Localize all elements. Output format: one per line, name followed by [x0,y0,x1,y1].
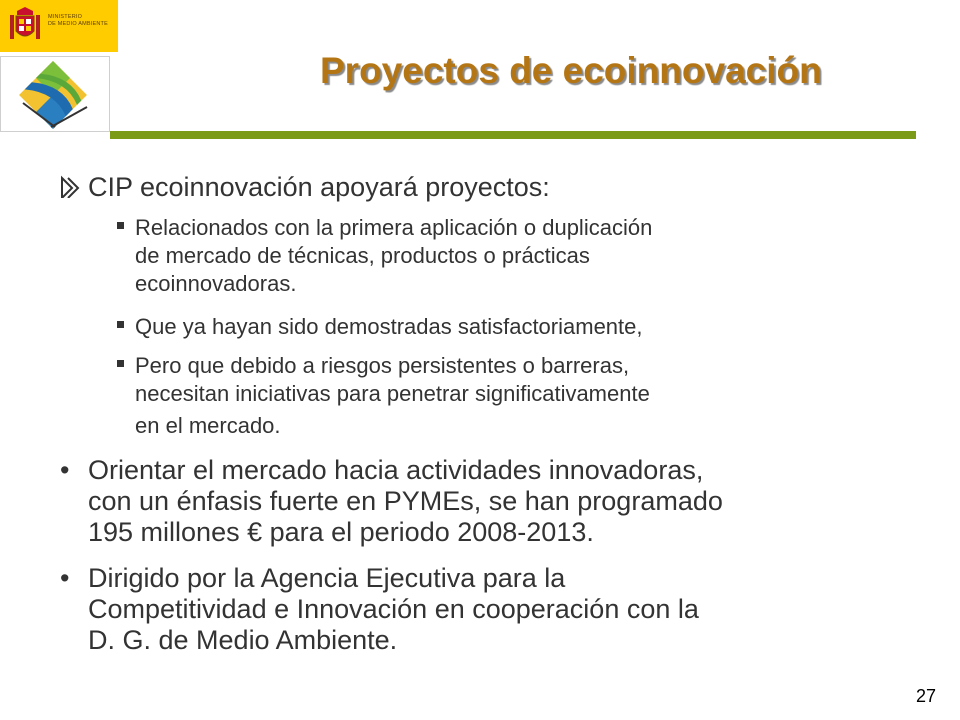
page-title: Proyectos de ecoinnovación [320,50,822,91]
sub-bullet-3-line-3: en el mercado. [135,413,281,438]
square-bullet-icon [117,360,124,367]
dot-bullet-icon: • [60,563,70,593]
dot-bullet-icon: • [60,455,70,485]
sub-bullet-2-line-1: Que ya hayan sido demostradas satisfactoriamente, [135,314,643,339]
ministry-line1: MINISTERIO [48,14,83,20]
arrow-bullet-icon [60,172,84,205]
bullet-orientar-line-3: 195 millones € para el periodo 2008-2013. [88,517,594,547]
square-bullet-icon [117,222,124,229]
sub-bullet-1-line-1: Relacionados con la primera aplicación o duplicación [135,215,653,240]
bullet-dirigido-text [88,563,699,656]
sub-bullet-1-line-3: ecoinnovadoras. [135,271,297,296]
bullet-cip-text: CIP ecoinnovación apoyará proyectos: [88,172,550,202]
sub-bullet-1-text [135,214,652,298]
ministry-line2: DE MEDIO AMBIENTE [48,21,108,27]
bullet-dirigido-line-1: Dirigido por la Agencia Ejecutiva para la [88,563,566,593]
bullet-orientar-text [88,455,723,548]
bullet-dirigido-line-2: Competitividad e Innovación en cooperación con la [88,594,699,624]
page-number: 27 [915,686,936,706]
bullet-dirigido-line-3: D. G. de Medio Ambiente. [88,625,398,655]
square-bullet-icon [117,321,124,328]
bullet-orientar-line-1: Orientar el mercado hacia actividades innovadoras, [88,455,704,485]
sub-bullet-1-line-2: de mercado de técnicas, productos o prácticas [135,243,590,268]
sub-bullet-3-text [135,352,650,440]
sub-bullet-2-text [135,313,643,341]
sub-bullet-3-line-2: necesitan iniciativas para penetrar significativamente [135,381,650,406]
sub-bullet-3-line-1: Pero que debido a riesgos persistentes o barreras, [135,353,630,378]
bullet-orientar-line-2: con un énfasis fuerte en PYMEs, se han programado [88,486,723,516]
